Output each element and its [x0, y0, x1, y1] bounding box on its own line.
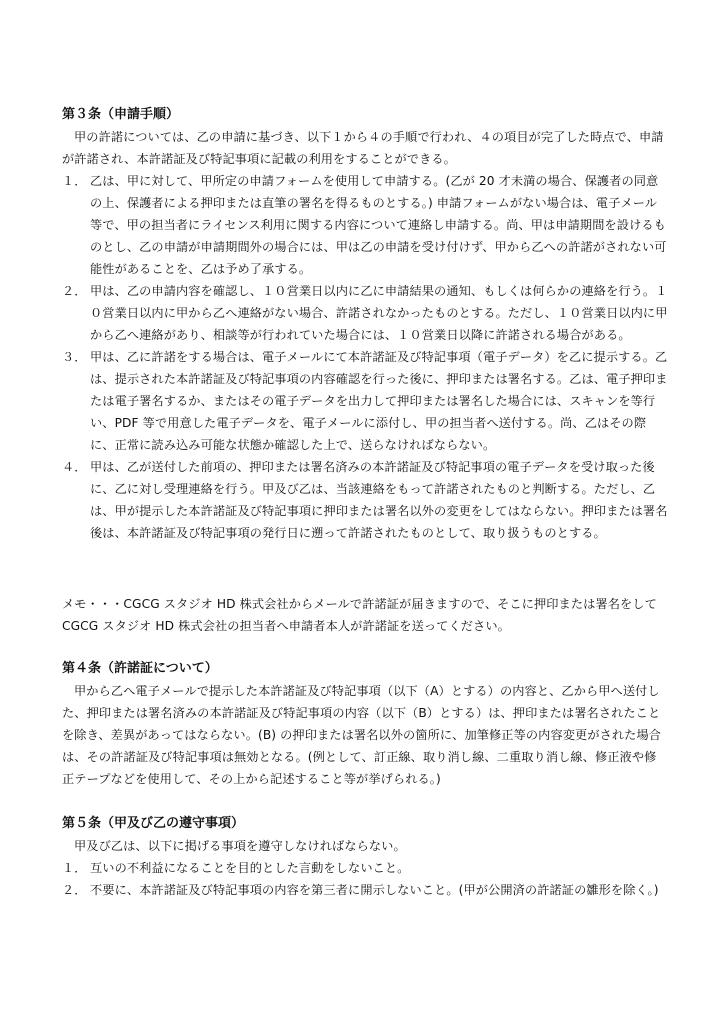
- article-4: [62, 658, 668, 790]
- article-3-heading: 第３条（申請手順）: [62, 107, 180, 122]
- article-3: [62, 104, 668, 544]
- article-5: [62, 813, 668, 901]
- article-5-item-1: [62, 857, 668, 879]
- item-number: ３．: [62, 350, 87, 364]
- item-text: 互いの不利益になることを目的とした言動をしないこと。: [90, 861, 410, 875]
- item-text: 甲は、乙が送付した前項の、押印または署名済みの本許諾証及び特記事項の電子データを受け取った後に、乙に対し受理連絡を行う。甲及び乙は、当該連絡をもって許諾されたものと判断する。ただし、乙は、甲が提示した本許諾証及び特記事項に押印または署名以外の変更をしてはならない。押印または署名後は、本許諾証及び特記事項の発行日に遡って許諾されたものとして、取り扱うものとする。: [90, 460, 668, 540]
- article-4-heading: 第４条（許諾証について）: [62, 661, 218, 676]
- article-5-item-2: [62, 879, 668, 901]
- item-text: 甲は、乙に許諾をする場合は、電子メールにて本許諾証及び特記事項（電子データ）を乙に提示する。乙は、提示された本許諾証及び特記事項の内容確認を行った後に、押印または署名する。乙は、電子押印または電子署名するか、またはその電子データを出力して押印または署名した場合には、スキャンを等行い、PDF 等で用意した電子データを、電子メールに添付し、甲の担当者へ送付する。尚、乙はその際に、正常に読み込み可能な状態か確認した上で、送らなければならない。: [90, 350, 668, 452]
- article-3-item-3: [62, 346, 668, 456]
- item-text: 甲は、乙の申請内容を確認し、１０営業日以内に乙に申請結果の通知、もしくは何らかの連絡を行う。１０営業日以内に甲から乙へ連絡がない場合、許諾されなかったものとする。ただし、１０営業日以内に甲から乙へ連絡があり、相談等が行われていた場合には、１０営業日以降に許諾される場合がある。: [90, 284, 668, 342]
- item-number: １．: [62, 861, 87, 875]
- article-3-intro: 甲の許諾については、乙の申請に基づき、以下１から４の手順で行われ、４の項目が完了した時点で、申請が許諾され、本許諾証及び特記事項に記載の利用をすることができる。: [62, 130, 664, 166]
- memo-text: メモ・・・CGCG スタジオ HD 株式会社からメールで許諾証が届きますので、そこに押印または署名をして CGCG スタジオ HD 株式会社の担当者へ申請者本人が許諾証を送ってください。: [62, 597, 657, 633]
- article-3-item-4: [62, 456, 668, 544]
- article-4-text: 甲から乙へ電子メールで提示した本許諾証及び特記事項（以下（A）とする）の内容と、乙から甲へ送付した、押印または署名済みの本許諾証及び特記事項の内容（以下（B）とする）は、押印または署名されたことを除き、差異があってはならない。(B) の押印または署名以外の箇所に、加筆修正等の内容変更がされた場合は、その許諾証及び特記事項は無効となる。(例として、訂正線、取り消し線、二重取り消し線、修正液や修正テープなどを使用して、その上から記述すること等が挙げられる。): [62, 684, 662, 786]
- item-number: １．: [62, 174, 87, 188]
- article-5-heading: 第５条（甲及び乙の遵守事項）: [62, 816, 245, 831]
- item-number: ２．: [62, 883, 87, 897]
- article-5-intro: 甲及び乙は、以下に掲げる事項を遵守しなければならない。: [74, 839, 406, 853]
- memo-block: [62, 593, 668, 637]
- item-text: 不要に、本許諾証及び特記事項の内容を第三者に開示しないこと。(甲が公開済の許諾証の雛形を除く。): [90, 883, 659, 897]
- item-text: 乙は、甲に対して、甲所定の申請フォームを使用して申請する。(乙が 20 才未満の場合、保護者の同意の上、保護者による押印または直筆の署名を得るものとする。) 申請フォームがない場合は、電子メール等で、甲の担当者にライセンス利用に関する内容について連絡し申請する。尚、甲は申請期間を設けるものとし、乙の申請が申請期間外の場合には、甲は乙の申請を受け付けず、甲から乙への許諾がされない可能性があることを、乙は予め了承する。: [90, 174, 667, 276]
- item-number: ２．: [62, 284, 87, 298]
- item-number: ４．: [62, 460, 87, 474]
- article-3-item-2: [62, 280, 668, 346]
- article-3-item-1: [62, 170, 668, 280]
